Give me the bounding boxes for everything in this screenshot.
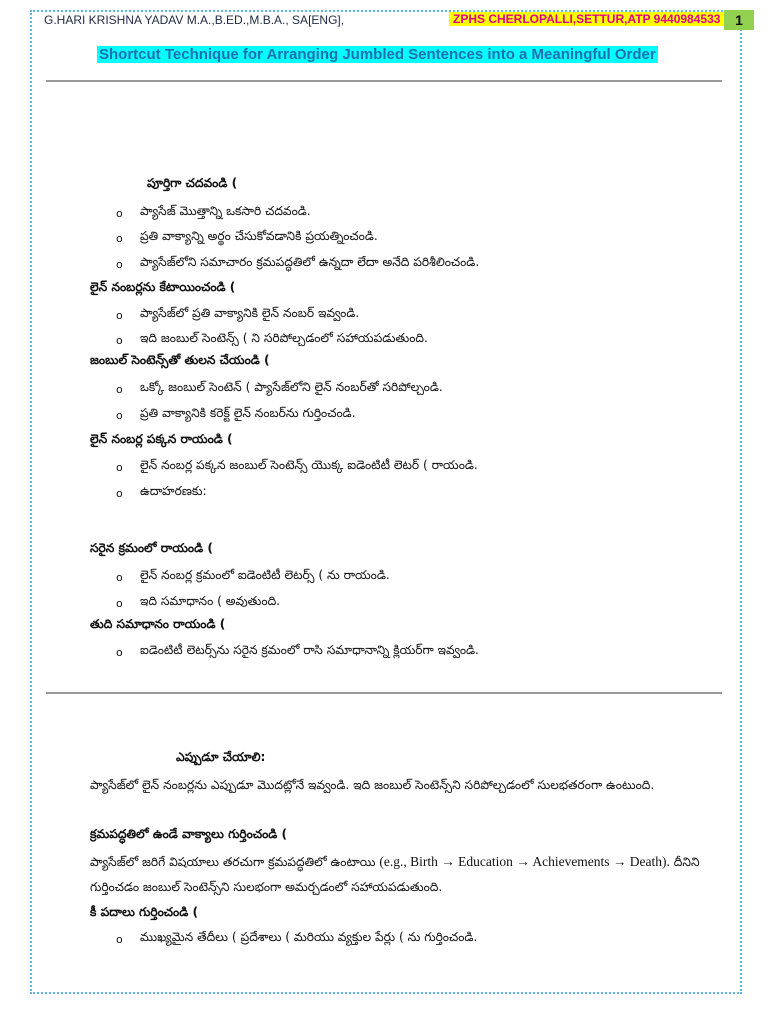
- step-heading: పూర్తిగా చదవండి (: [147, 176, 238, 190]
- bullet-item: ప్యాసేజ్‌లోని సమాచారం క్రమపద్ధతిలో ఉన్నదా లేదా అనేది పరిశీలించండి.: [140, 255, 480, 269]
- school-header: ZPHS CHERLOPALLI,SETTUR,ATP 9440984533: [449, 12, 724, 26]
- bullet-item: ఇది సమాధానం ( అవుతుంది.: [140, 594, 281, 608]
- bullet-marker: o: [116, 383, 123, 396]
- bullet-marker: o: [116, 207, 123, 220]
- bullet-item: ప్రతి వాక్యాన్ని అర్థం చేసుకోవడానికి ప్రయత్నించండి.: [140, 229, 378, 243]
- para2-telugu-2: దీనిని గుర్తించడం జంబుల్ సెంటెన్స్‌ని సులభంగా అమర్చడంలో సహాయపడుతుంది.: [90, 855, 700, 894]
- step-heading: లైన్ నంబర్లను కేటాయించండి (: [90, 280, 236, 294]
- bullet-item: ఉదాహరణకు:: [140, 484, 207, 498]
- section2-heading-3: కీ పదాలు గుర్తించండి (: [90, 905, 199, 919]
- bullet-item: ఐడెంటిటీ లెటర్స్‌ను సరైన క్రమంలో రాసి సమాధానాన్ని క్లియర్‌గా ఇవ్వండి.: [140, 643, 479, 657]
- step-heading: సరైన క్రమంలో రాయండి (: [90, 541, 213, 555]
- bullet-item: ఒక్కో జంబుల్ సెంటెన్ ( ప్యాసేజ్‌లోని లైన్ నంబర్‌తో సరిపోల్చండి.: [140, 380, 443, 394]
- section2-bullet: ముఖ్యమైన తేదీలు ( ప్రదేశాలు ( మరియు వ్యక్తుల పేర్లు ( ను గుర్తించండి.: [140, 930, 478, 944]
- step-heading: జంబుల్ సెంటెన్స్‌తో తులన చేయండి (: [90, 353, 270, 367]
- bullet-marker: o: [116, 487, 123, 500]
- bullet-marker: o: [116, 646, 123, 659]
- bullet-item: లైన్ నంబర్ల పక్కన జంబుల్ సెంటెన్స్ యొక్క ఐడెంటిటీ లెటర్ ( రాయండి.: [140, 458, 478, 472]
- step-heading: తుది సమాధానం రాయండి (: [90, 617, 226, 631]
- bullet-marker: o: [116, 597, 123, 610]
- page-border: [30, 10, 742, 994]
- bullet-marker: o: [116, 334, 123, 347]
- bullet-marker: o: [116, 933, 123, 946]
- bullet-item: ప్యాసేజ్ మొత్తాన్ని ఒకసారి చదవండి.: [140, 204, 311, 218]
- bullet-item: ప్యాసేజ్‌లో ప్రతి వాక్యానికి లైన్ నంబర్ ఇవ్వండి.: [140, 306, 360, 320]
- section2-heading: ఎప్పుడూ చేయాలి:: [176, 750, 266, 764]
- bullet-marker: o: [116, 461, 123, 474]
- page-title: Shortcut Technique for Arranging Jumbled Sentences into a Meaningful Order: [99, 46, 656, 63]
- bullet-marker: o: [116, 232, 123, 245]
- para2-telugu: ప్యాసేజ్‌లో జరిగే విషయాలు తరచుగా క్రమపద్ధతిలో ఉంటాయి: [90, 855, 376, 869]
- author-header: G.HARI KRISHNA YADAV M.A.,B.ED.,M.B.A., SA[ENG],: [44, 13, 345, 27]
- section2-paragraph-1: ప్యాసేజ్‌లో లైన్ నంబర్లను ఎప్పుడూ మొదట్లోనే ఇవ్వండి. ఇది జంబుల్ సెంటెన్స్‌ని సరిపోల్చడంలో సులభతరంగా ఉంటుంది.: [90, 778, 655, 792]
- bullet-item: ప్రతి వాక్యానికి కరెక్ట్ లైన్ నంబర్‌ను గుర్తించండి.: [140, 406, 356, 420]
- bullet-marker: o: [116, 309, 123, 322]
- divider-middle: [46, 692, 722, 694]
- bullet-item: లైన్ నంబర్ల క్రమంలో ఐడెంటిటీ లెటర్స్ ( ను రాయండి.: [140, 568, 390, 582]
- bullet-marker: o: [116, 409, 123, 422]
- section2-heading-2: క్రమపద్ధతిలో ఉండే వాక్యాలు గుర్తించండి (: [90, 827, 288, 841]
- bullet-item: ఇది జంబుల్ సెంటెన్స్ ( ని సరిపోల్చడంలో సహాయపడుతుంది.: [140, 331, 428, 345]
- section2-paragraph-2: [90, 849, 722, 900]
- divider-top: [46, 80, 722, 82]
- para2-example: (e.g., Birth → Education → Achievements → Death).: [379, 854, 670, 869]
- bullet-marker: o: [116, 258, 123, 271]
- page-number: 1: [724, 10, 754, 30]
- bullet-marker: o: [116, 571, 123, 584]
- step-heading: లైన్ నంబర్ల పక్కన రాయండి (: [90, 432, 233, 446]
